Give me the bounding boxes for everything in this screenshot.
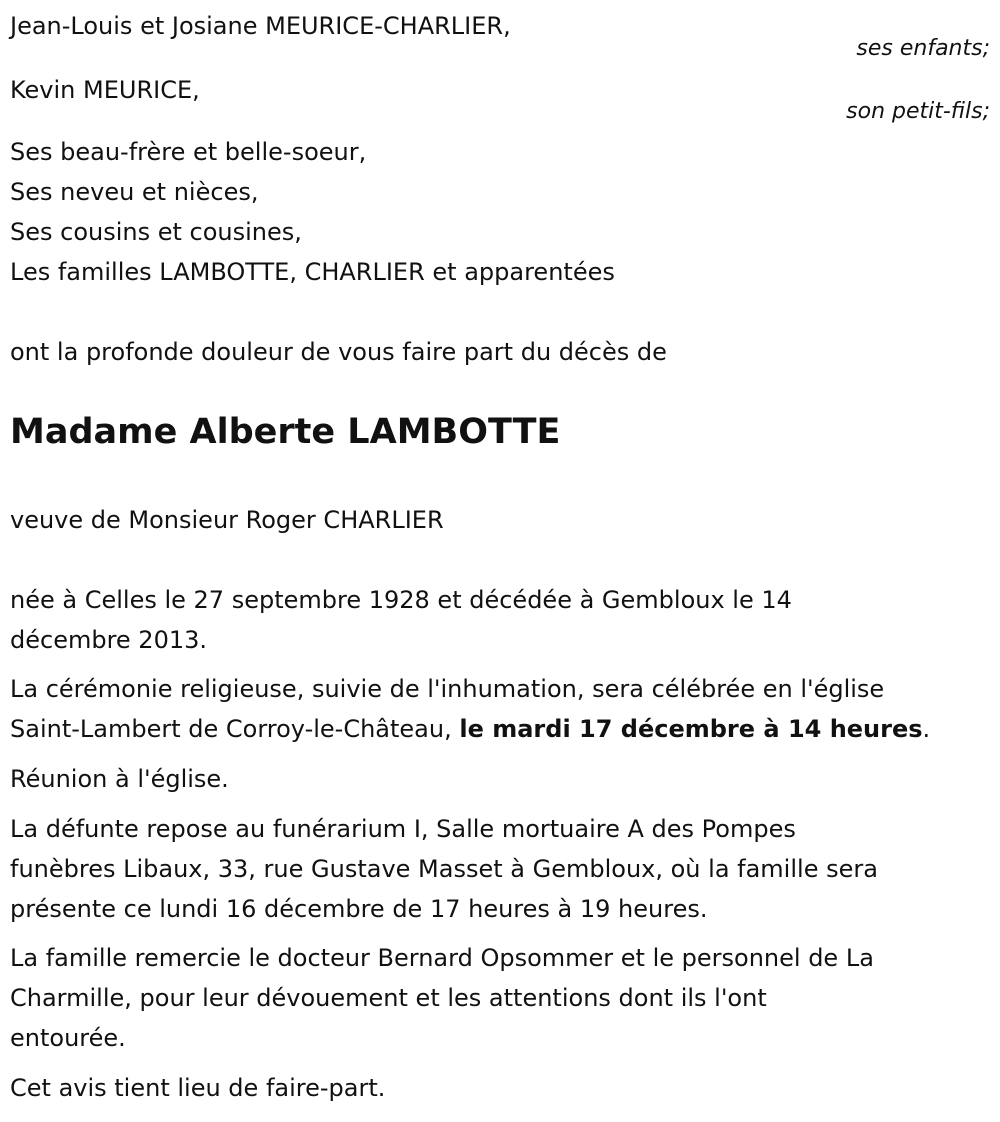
viewing-line: La défunte repose au funérarium I, Salle mortuaire A des Pompes [10, 815, 796, 843]
ceremony-line: La cérémonie religieuse, suivie de l'inhumation, sera célébrée en l'église [10, 675, 885, 703]
spouse-line: veuve de Monsieur Roger CHARLIER [10, 506, 444, 534]
ceremony-line-2 [10, 709, 930, 749]
ceremony-place: Saint-Lambert de Corroy-le-Château, [10, 715, 460, 743]
closing-note: Cet avis tient lieu de faire-part. [10, 1074, 386, 1102]
thanks-line: La famille remercie le docteur Bernard Opsommer et le personnel de La [10, 944, 874, 972]
deceased-name: Madame Alberte LAMBOTTE [10, 412, 561, 452]
viewing-line: funèbres Libaux, 33, rue Gustave Masset à Gembloux, où la famille sera [10, 855, 878, 883]
announcement: ont la profonde douleur de vous faire part du décès de [10, 338, 667, 366]
thanks-line: Charmille, pour leur dévouement et les attentions dont ils l'ont [10, 984, 767, 1012]
ceremony-datetime: le mardi 17 décembre à 14 heures [459, 715, 923, 743]
relatives-line: Ses cousins et cousines, [10, 218, 302, 246]
ceremony-period: . [922, 715, 931, 743]
relatives-line: Ses beau-frère et belle-soeur, [10, 138, 367, 166]
meeting-note: Réunion à l'église. [10, 765, 229, 793]
thanks-line: entourée. [10, 1024, 126, 1052]
viewing-line: présente ce lundi 16 décembre de 17 heures à 19 heures. [10, 895, 708, 923]
grandson-name: Kevin MEURICE, [10, 76, 200, 104]
relatives-line: Ses neveu et nièces, [10, 178, 259, 206]
children-names: Jean-Louis et Josiane MEURICE-CHARLIER, [10, 12, 511, 40]
children-role: ses enfants; [856, 36, 990, 61]
birth-death-line: décembre 2013. [10, 626, 208, 654]
relatives-line: Les familles LAMBOTTE, CHARLIER et apparentées [10, 258, 615, 286]
grandson-role: son petit-fils; [846, 99, 990, 124]
birth-death-line: née à Celles le 27 septembre 1928 et décédée à Gembloux le 14 [10, 586, 792, 614]
